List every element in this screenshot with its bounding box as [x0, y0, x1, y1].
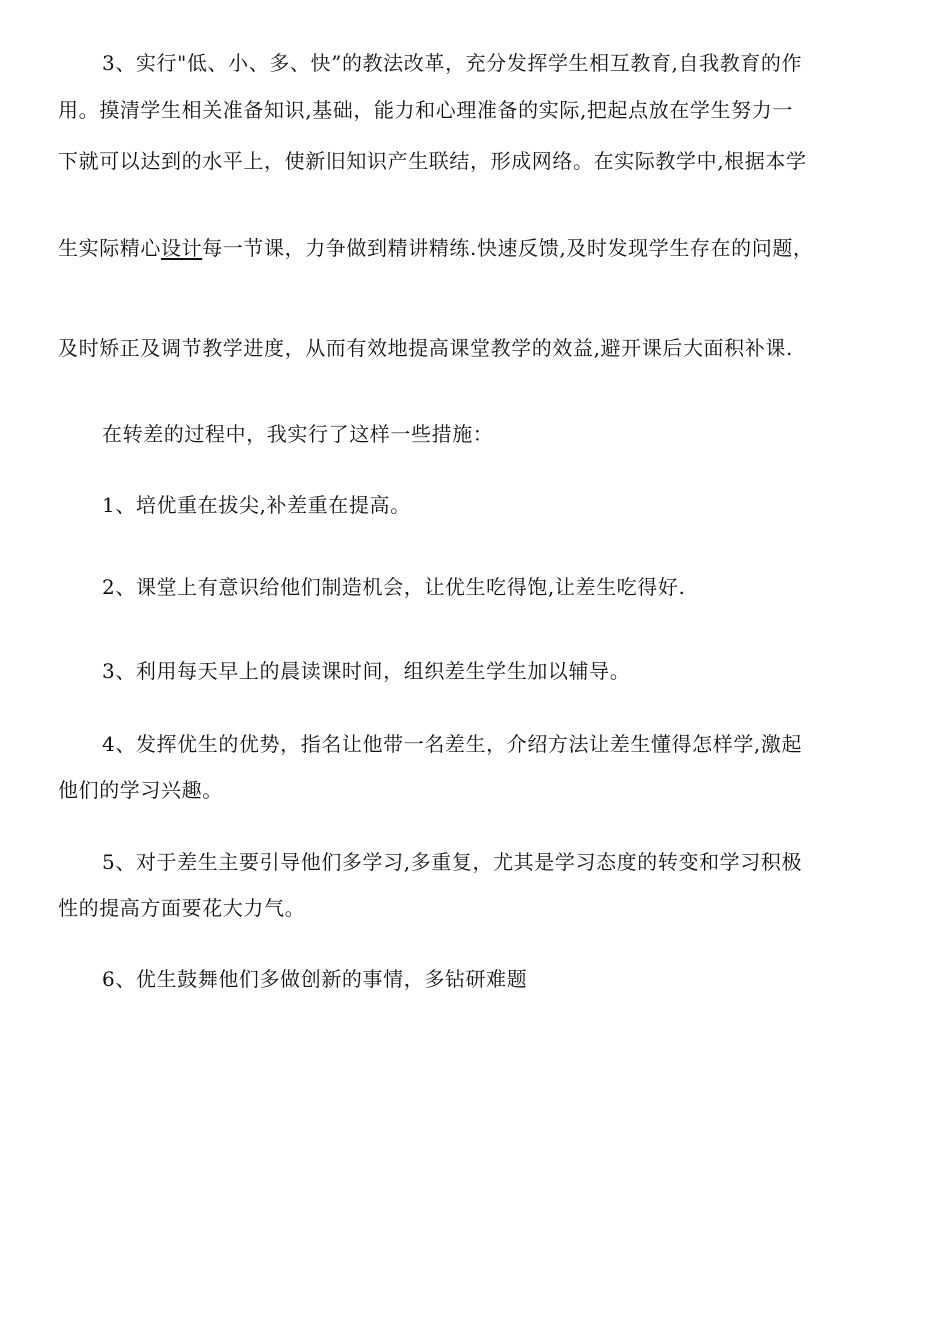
paragraph-3-line-5: 及时矫正及调节教学进度，从而有效地提高课堂教学的效益,避开课后大面积补课.: [58, 336, 793, 360]
measures-intro: 在转差的过程中，我实行了这样一些措施：: [102, 422, 494, 446]
measure-5-line-1: 5、对于差生主要引导他们多学习,多重复，尤其是学习态度的转变和学习积极: [102, 850, 803, 874]
paragraph-3-line-4-text: 生实际精心: [58, 236, 161, 260]
paragraph-3-line-1: 3、实行"低、小、多、快”的教法改革，充分发挥学生相互教育,自我教育的作: [102, 51, 803, 75]
measure-4-line-1: 4、发挥优生的优势，指名让他带一名差生，介绍方法让差生懂得怎样学,激起: [102, 732, 803, 756]
measure-5-line-2: 性的提高方面要花大力气。: [58, 896, 306, 920]
measure-1: 1、培优重在拔尖,补差重在提高。: [102, 493, 411, 517]
measure-3: 3、利用每天早上的晨读课时间，组织差生学生加以辅导。: [102, 659, 631, 683]
measure-6: 6、优生鼓舞他们多做创新的事情，多钻研难题: [102, 967, 528, 991]
paragraph-3-line-4: [58, 235, 814, 261]
measure-2: 2、课堂上有意识给他们制造机会，让优生吃得饱,让差生吃得好.: [102, 575, 686, 599]
paragraph-3-line-4-rest: 每一节课，力争做到精讲精练.快速反馈,及时发现学生存在的问题，: [202, 236, 814, 260]
design-link[interactable]: 设计: [161, 236, 203, 260]
measure-4-line-2: 他们的学习兴趣。: [58, 778, 223, 802]
paragraph-3-line-3: 下就可以达到的水平上，使新旧知识产生联结，形成网络。在实际教学中,根据本学: [58, 149, 807, 173]
paragraph-3-line-2: 用。摸清学生相关准备知识,基础，能力和心理准备的实际,把起点放在学生努力一: [58, 98, 793, 122]
